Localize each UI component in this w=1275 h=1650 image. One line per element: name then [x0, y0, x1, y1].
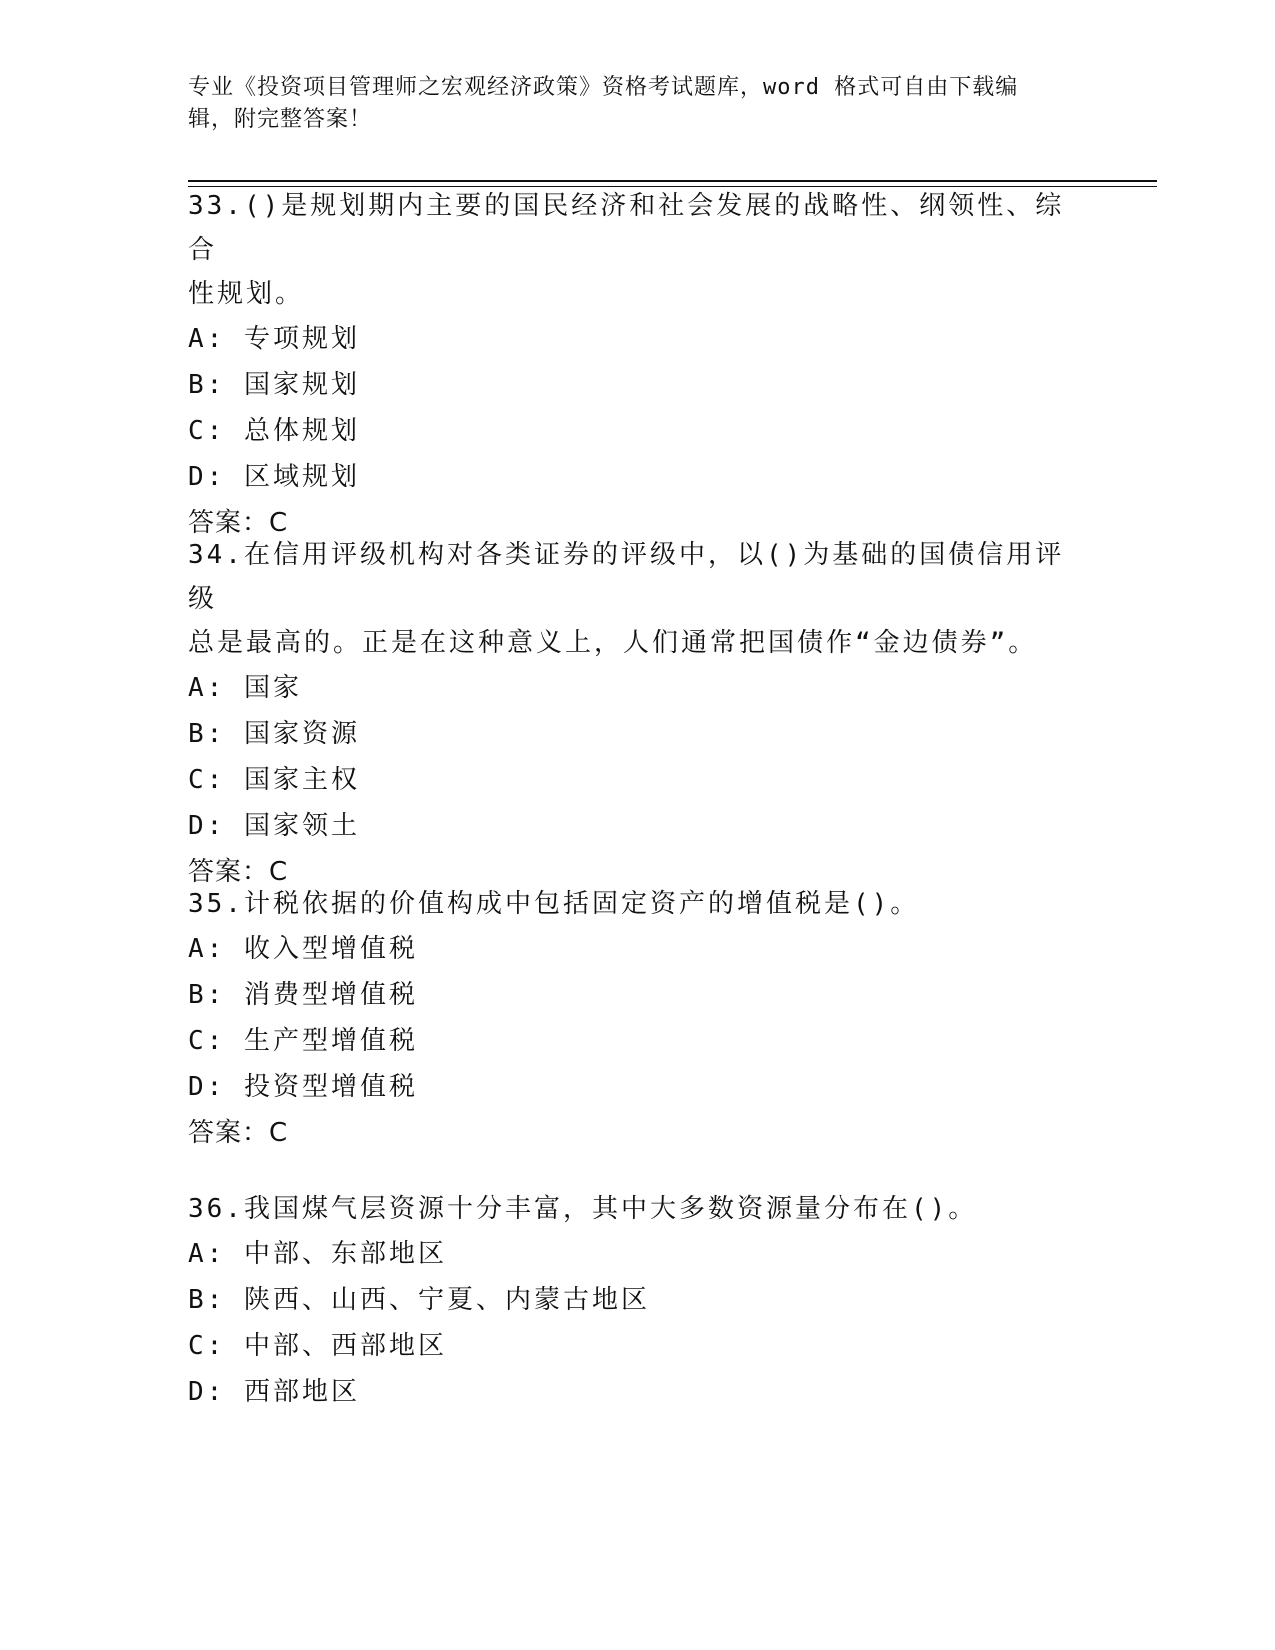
- option-d: D: 国家领土: [188, 811, 360, 841]
- header-line-2: 辑，附完整答案！: [188, 107, 373, 132]
- option-c: C: 生产型增值税: [188, 1026, 418, 1056]
- question-stem: 35.计税依据的价值构成中包括固定资产的增值税是()。: [188, 889, 920, 919]
- question-stem: 36.我国煤气层资源十分丰富，其中大多数资源量分布在()。: [188, 1194, 978, 1224]
- question-36: [188, 1187, 1088, 1415]
- question-34: [188, 533, 1088, 895]
- option-b: B: 国家资源: [188, 719, 360, 749]
- answer: 答案：C: [188, 1118, 289, 1148]
- option-a: A: 收入型增值税: [188, 934, 418, 964]
- header-line-1: 专业《投资项目管理师之宏观经济政策》资格考试题库，word 格式可自由下载编: [188, 75, 1019, 100]
- header-divider: [188, 180, 1157, 182]
- option-a: A: 专项规划: [188, 324, 360, 354]
- option-c: C: 中部、西部地区: [188, 1331, 447, 1361]
- question-stem-cont: 总是最高的。正是在这种意义上，人们通常把国债作“金边债券”。: [188, 628, 1038, 658]
- answer: 答案：C: [188, 508, 289, 538]
- document-header: [188, 72, 1088, 136]
- option-b: B: 陕西、山西、宁夏、内蒙古地区: [188, 1285, 650, 1315]
- question-33: [188, 184, 1088, 546]
- option-d: D: 西部地区: [188, 1377, 360, 1407]
- option-a: A: 中部、东部地区: [188, 1239, 447, 1269]
- option-b: B: 国家规划: [188, 370, 360, 400]
- option-c: C: 总体规划: [188, 416, 360, 446]
- question-stem-cont: 性规划。: [188, 279, 305, 309]
- option-d: D: 投资型增值税: [188, 1072, 418, 1102]
- question-stem: 34.在信用评级机构对各类证券的评级中，以()为基础的国债信用评级: [188, 540, 1065, 614]
- answer: 答案：C: [188, 857, 289, 887]
- option-a: A: 国家: [188, 673, 302, 703]
- question-35: [188, 882, 1088, 1156]
- option-b: B: 消费型增值税: [188, 980, 418, 1010]
- option-c: C: 国家主权: [188, 765, 360, 795]
- question-stem: 33.()是规划期内主要的国民经济和社会发展的战略性、纲领性、综合: [188, 191, 1065, 265]
- option-d: D: 区域规划: [188, 462, 360, 492]
